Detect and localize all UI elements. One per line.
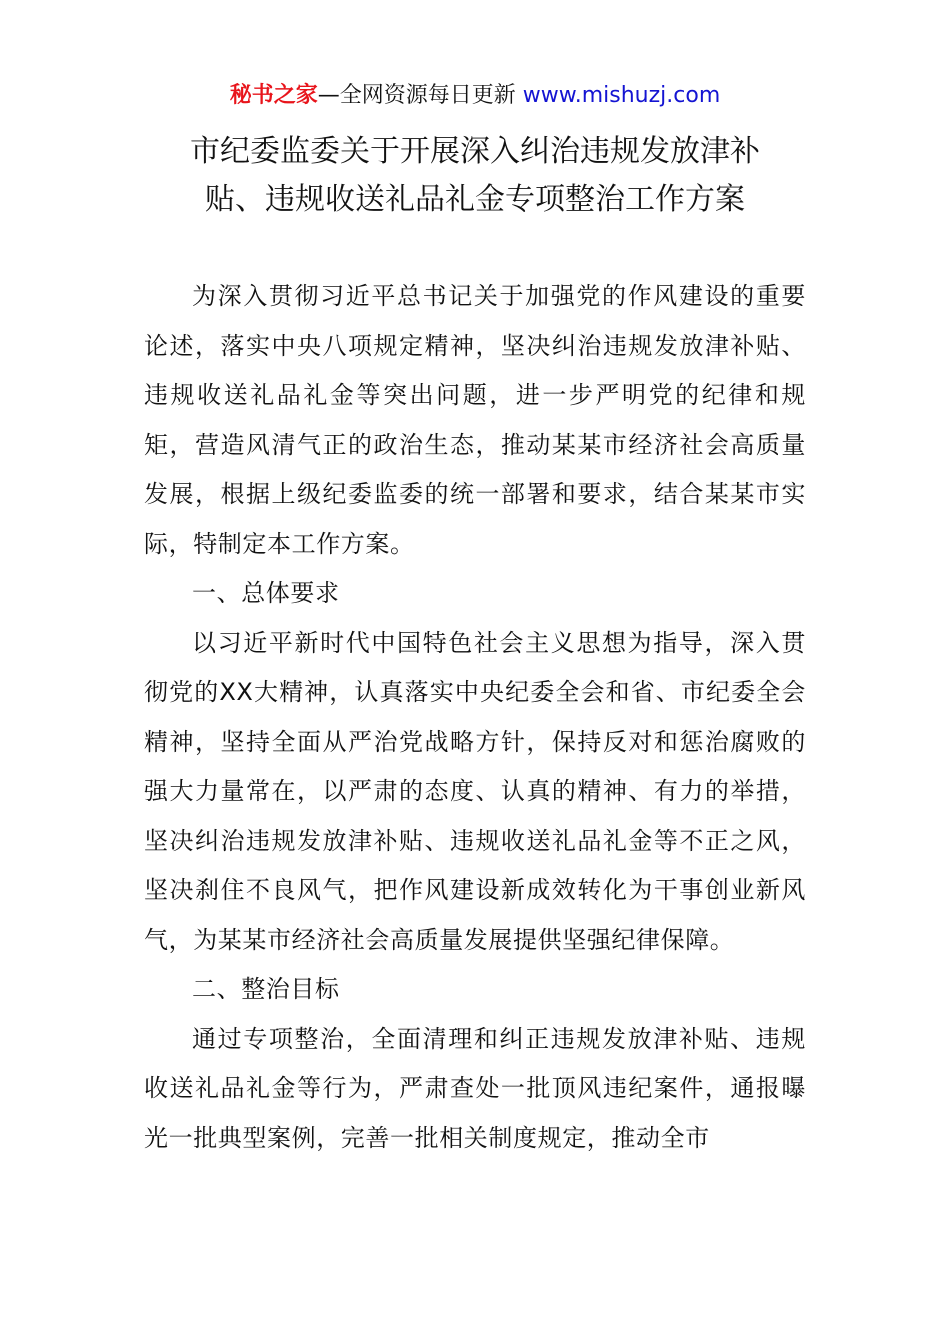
section-2-paragraph: 通过专项整治，全面清理和纠正违规发放津补贴、违规收送礼品礼金等行为，严肃查处一批顶风违纪案件，通报曝光一批典型案例，完善一批相关制度规定，推动全市	[144, 1024, 806, 1152]
document-body	[144, 272, 806, 1163]
header-tagline: —全网资源每日更新	[317, 83, 523, 108]
section-heading-1: 一、总体要求	[192, 579, 340, 607]
brand-name: 秘书之家	[229, 83, 318, 108]
title-line-2: 贴、违规收送礼品礼金专项整治工作方案	[205, 182, 745, 217]
site-url-link[interactable]: www.mishuzj.com	[522, 83, 721, 108]
site-header	[0, 80, 950, 112]
document-title	[0, 128, 950, 224]
intro-paragraph: 为深入贯彻习近平总书记关于加强党的作风建设的重要论述，落实中央八项规定精神，坚决纠治违规发放津补贴、违规收送礼品礼金等突出问题，进一步严明党的纪律和规矩，营造风清气正的政治生态，推动某某市经济社会高质量发展，根据上级纪委监委的统一部署和要求，结合某某市实际，特制定本工作方案。	[144, 282, 806, 558]
section-heading-2: 二、整治目标	[192, 975, 340, 1003]
section-1-paragraph: 以习近平新时代中国特色社会主义思想为指导，深入贯彻党的XX大精神，认真落实中央纪委全会和省、市纪委全会精神，坚持全面从严治党战略方针，保持反对和惩治腐败的强大力量常在，以严肃的态度、认真的精神、有力的举措，坚决纠治违规发放津补贴、违规收送礼品礼金等不正之风，坚决刹住不良风气，把作风建设新成效转化为干事创业新风气，为某某市经济社会高质量发展提供坚强纪律保障。	[144, 628, 806, 954]
title-line-1: 市纪委监委关于开展深入纠治违规发放津补	[190, 134, 760, 169]
